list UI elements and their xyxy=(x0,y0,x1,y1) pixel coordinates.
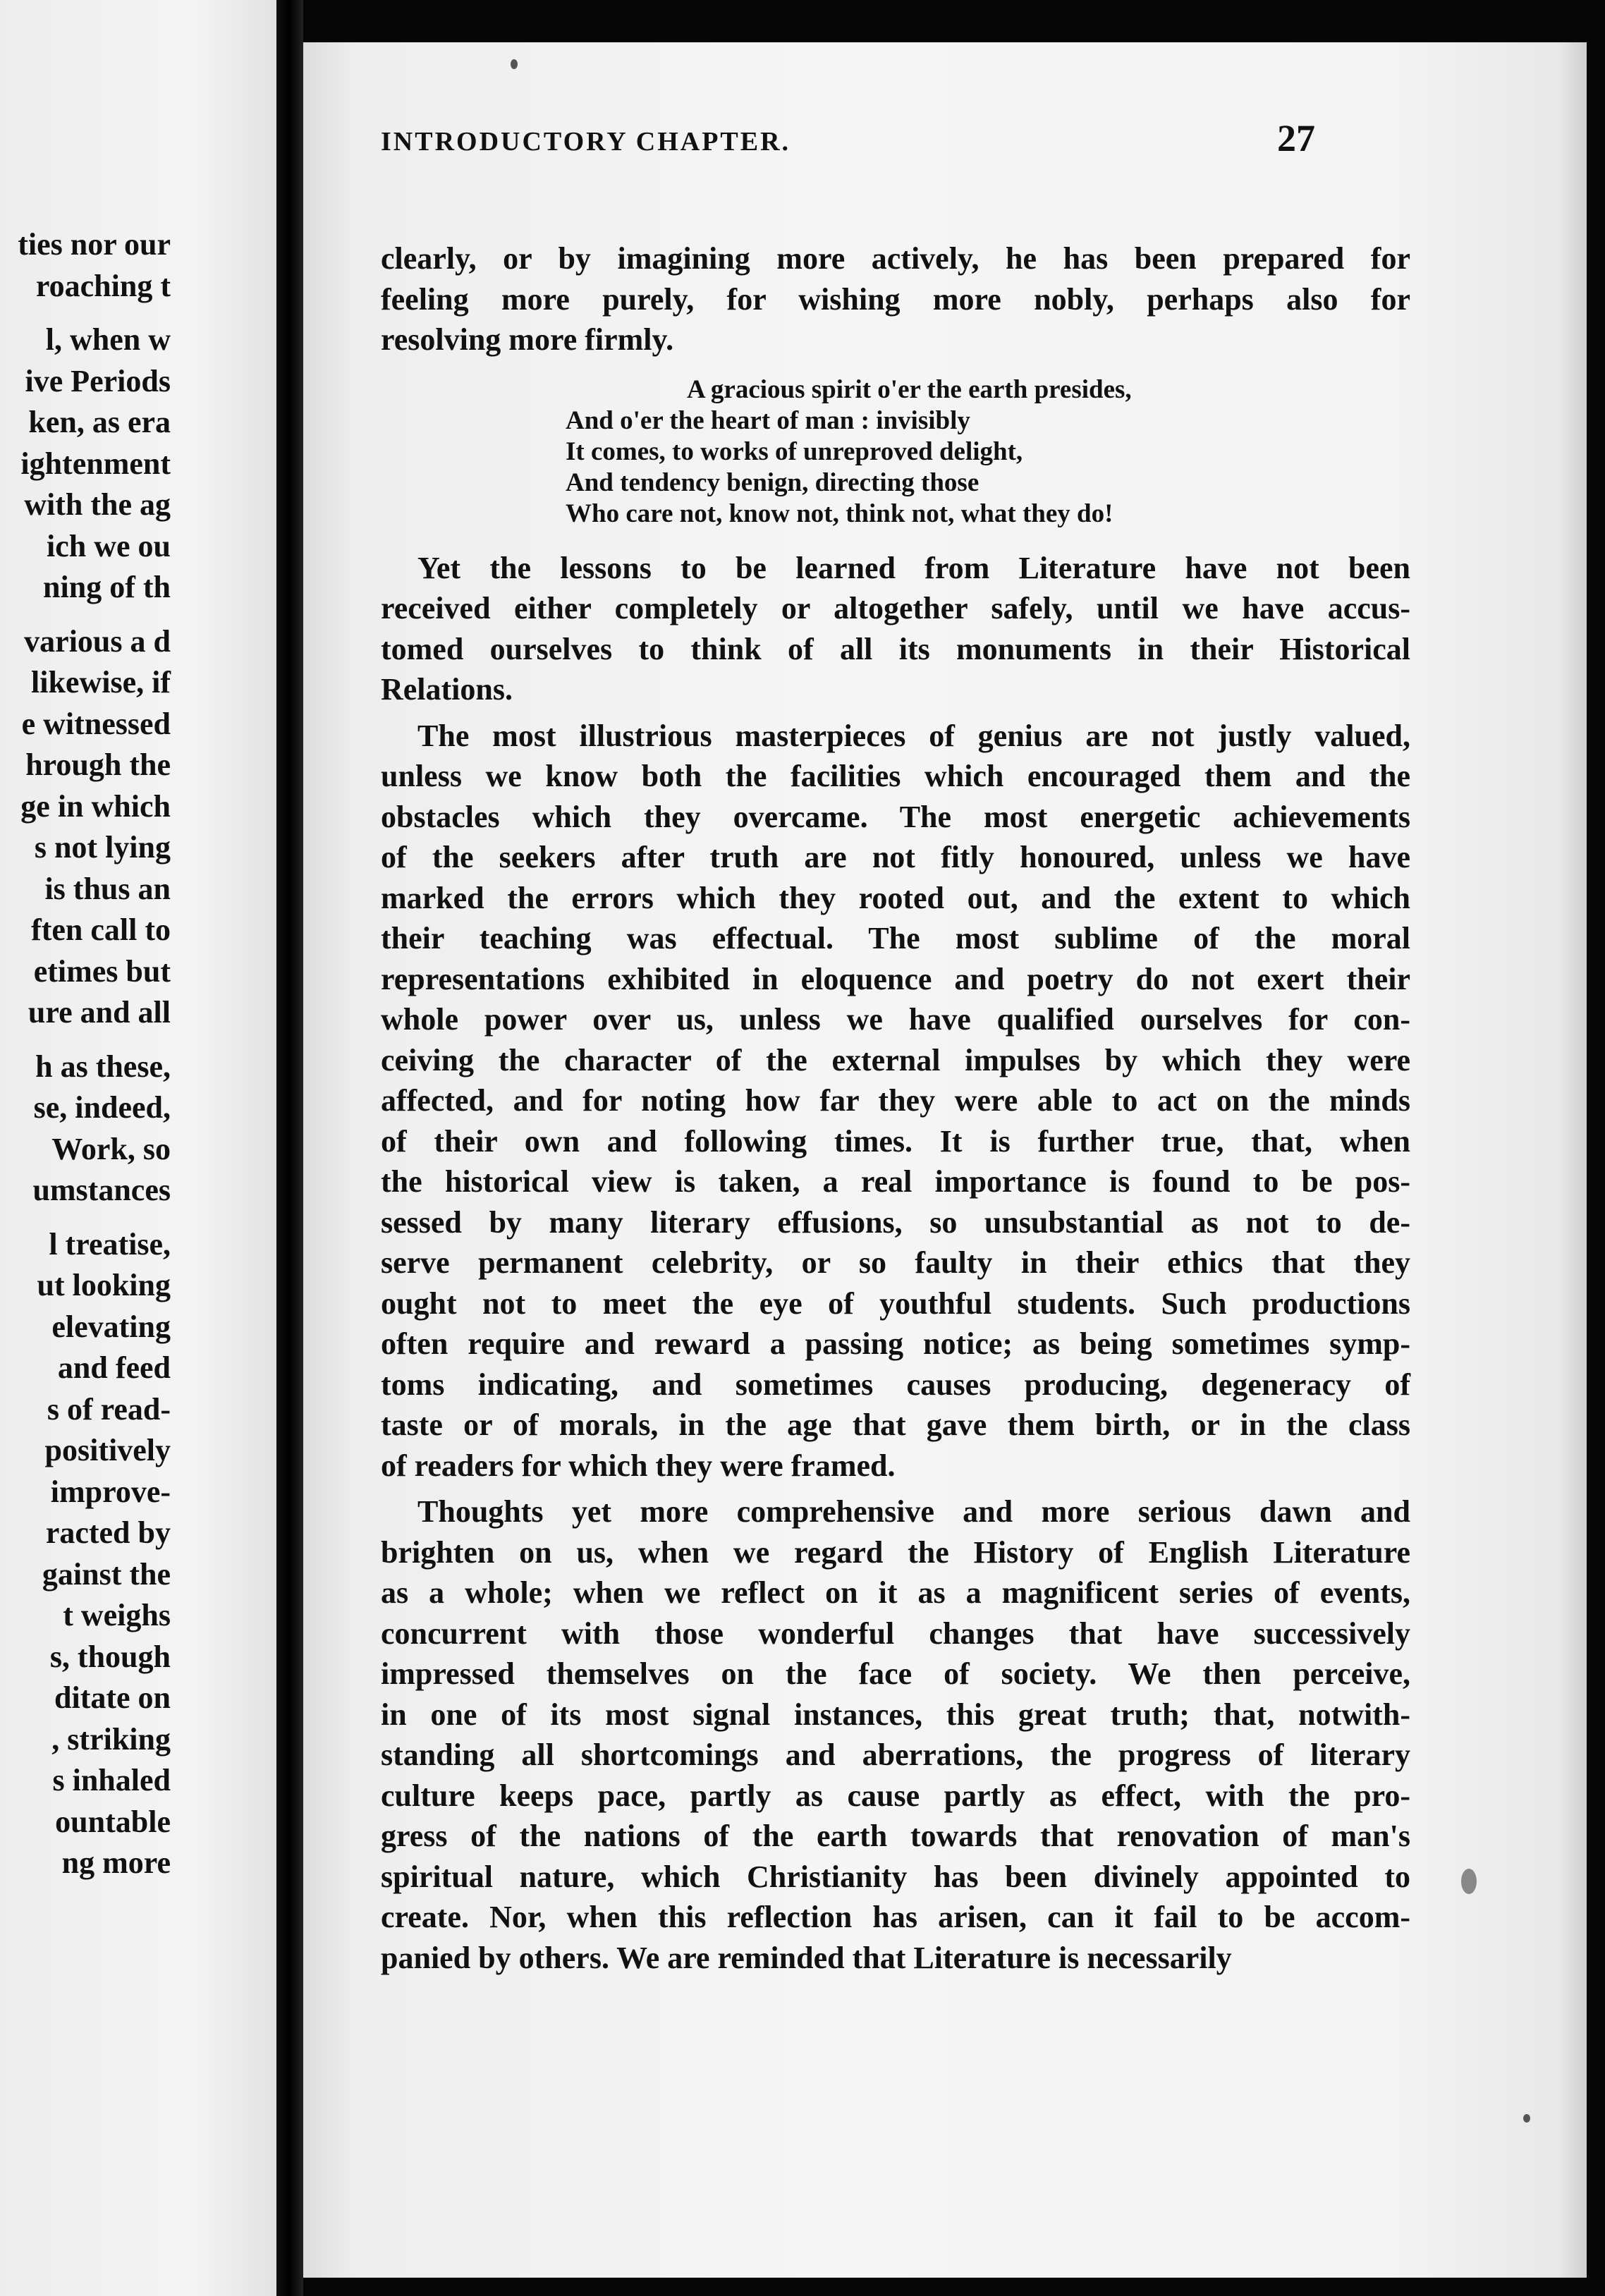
left-page-line: ge in which xyxy=(20,788,171,824)
left-page-line: ightenment xyxy=(20,446,171,481)
left-page-line xyxy=(0,1211,171,1224)
text-line: in one of its most signal instances, this great truth; that, notwith- xyxy=(381,1697,1410,1732)
left-page-line: s, though xyxy=(49,1639,171,1674)
text-line: sessed by many literary effusions, so unsubstantial as not to de- xyxy=(381,1204,1410,1240)
left-page-line: t weighs xyxy=(63,1598,171,1632)
text-line: affected, and for noting how far they were able to act on the minds xyxy=(381,1083,1410,1118)
left-page-line: racted by xyxy=(45,1515,171,1550)
left-page-line: ditate on xyxy=(54,1680,171,1715)
running-head xyxy=(381,116,1424,166)
text-line: clearly, or by imagining more actively, he has been prepared for xyxy=(381,241,1410,276)
text-line: ceiving the character of the external impulses by which they were xyxy=(381,1042,1410,1077)
left-page-line: likewise, if xyxy=(31,665,171,700)
text-line: gress of the nations of the earth towards that renovation of man's xyxy=(381,1819,1410,1853)
paragraph xyxy=(381,716,1410,1486)
text-line: taste or of morals, in the age that gave them birth, or in the class xyxy=(381,1407,1410,1442)
left-page-line: s not lying xyxy=(34,830,171,865)
left-page-line: l, when w xyxy=(45,322,171,357)
text-line: obstacles which they overcame. The most energetic achievements xyxy=(381,799,1410,834)
text-line: concurrent with those wonderful changes that have successively xyxy=(381,1616,1410,1651)
left-page-line: various a d xyxy=(24,623,171,659)
text-line: tomed ourselves to think of all its monuments in their Historical xyxy=(381,631,1410,666)
left-page-line: gainst the xyxy=(42,1556,171,1592)
text-line: spiritual nature, which Christianity has been divinely appointed to xyxy=(381,1859,1410,1894)
scan-speck xyxy=(511,59,518,69)
text-line: toms indicating, and sometimes causes producing, degeneracy of xyxy=(381,1367,1410,1402)
left-page-line: ties nor our xyxy=(18,227,171,262)
left-page-line: elevating xyxy=(51,1309,171,1344)
text-line: representations exhibited in eloquence and poetry do not exert their xyxy=(381,961,1410,996)
text-line: impressed themselves on the face of society. We then perceive, xyxy=(381,1656,1410,1691)
text-line: whole power over us, unless we have qualified ourselves for con- xyxy=(381,1002,1410,1037)
left-page-line: etimes but xyxy=(33,953,171,989)
text-line: the historical view is taken, a real importance is found to be pos- xyxy=(381,1164,1410,1199)
text-line: unless we know both the facilities which encouraged them and the xyxy=(381,759,1410,793)
paragraph xyxy=(381,1491,1410,1978)
left-page-line xyxy=(0,307,171,319)
left-page-line: ountable xyxy=(55,1804,171,1839)
left-page-line: improve- xyxy=(50,1474,171,1509)
verse-line: It comes, to works of unreproved delight, xyxy=(566,436,1023,466)
left-page-line: e witnessed xyxy=(21,706,171,741)
page-edge xyxy=(1558,42,1587,2278)
text-line: of the seekers after truth are not fitly honoured, unless we have xyxy=(381,840,1410,874)
verse-line: And tendency benign, directing those xyxy=(566,468,980,497)
text-line: their teaching was effectual. The most sublime of the moral xyxy=(381,921,1410,955)
body-paragraphs xyxy=(381,548,1410,1979)
verse-line: And o'er the heart of man : invisibly xyxy=(566,405,970,435)
left-page-line: se, indeed, xyxy=(33,1090,171,1125)
left-page-line: with the ag xyxy=(24,487,171,522)
main-text xyxy=(381,238,1410,1978)
verse-line: Who care not, know not, think not, what they do! xyxy=(566,499,1113,528)
left-page-line: Work, so xyxy=(51,1131,171,1166)
text-line: received either completely or altogether safely, until we have accus- xyxy=(381,591,1410,625)
scan-speck xyxy=(1461,1869,1477,1894)
paragraph-opening xyxy=(381,238,1410,360)
left-page-line: positively xyxy=(44,1433,171,1467)
verse-line: A gracious spirit o'er the earth presides, xyxy=(687,374,1132,404)
text-line: Thoughts yet more comprehensive and more serious dawn and xyxy=(417,1494,1410,1529)
text-line: standing all shortcomings and aberrations, the progress of literary xyxy=(381,1738,1410,1772)
left-page-line: ften call to xyxy=(31,912,171,947)
left-page-line: ng more xyxy=(61,1845,171,1880)
text-line: culture keeps pace, partly as cause partly as effect, with the pro- xyxy=(381,1778,1410,1813)
text-line: of their own and following times. It is further true, that, when xyxy=(381,1123,1410,1159)
scan-speck xyxy=(1523,2114,1530,2123)
text-line: serve permanent celebrity, or so faulty in their ethics that they xyxy=(381,1245,1410,1280)
left-page-line: l treatise, xyxy=(49,1226,171,1262)
left-page-line: ken, as era xyxy=(28,405,171,439)
text-line: of readers for which they were framed. xyxy=(381,1448,896,1483)
text-line: marked the errors which they rooted out, and the extent to which xyxy=(381,880,1410,915)
text-line: Relations. xyxy=(381,672,513,707)
paragraph-gap xyxy=(381,710,1410,716)
book-gutter xyxy=(276,0,303,2296)
left-page-line xyxy=(0,609,171,621)
left-page-line: ning of th xyxy=(43,570,171,604)
left-page-line: and feed xyxy=(57,1350,171,1385)
left-page-text xyxy=(0,224,171,1884)
text-line: as a whole; when we reflect on it as a magnificent series of events, xyxy=(381,1575,1410,1610)
text-line: create. Nor, when this reflection has arisen, can it fail to be accom- xyxy=(381,1900,1410,1934)
left-page-line: s of read- xyxy=(47,1391,171,1427)
text-line: brighten on us, when we regard the History of English Literature xyxy=(381,1534,1410,1570)
left-page-line: ure and all xyxy=(28,995,171,1030)
text-line: ought not to meet the eye of youthful students. Such productions xyxy=(381,1286,1410,1321)
left-page-line: , striking xyxy=(51,1721,171,1757)
left-page-line: roaching t xyxy=(35,268,171,303)
text-line: Yet the lessons to be learned from Literature have not been xyxy=(417,550,1410,585)
verse-quotation xyxy=(381,374,1410,530)
page-number: 27 xyxy=(1277,117,1315,159)
left-page-line: s inhaled xyxy=(52,1763,171,1797)
left-page-line: ich we ou xyxy=(47,528,171,563)
left-page-line xyxy=(0,1034,171,1046)
left-page-line: hrough the xyxy=(25,747,171,782)
text-line: feeling more purely, for wishing more nobly, perhaps also for xyxy=(381,281,1410,317)
left-page-line: h as these, xyxy=(35,1049,171,1084)
left-page-line: ive Periods xyxy=(25,363,171,398)
left-page-line: is thus an xyxy=(44,871,171,906)
text-line: often require and reward a passing notice; as being sometimes symp- xyxy=(381,1326,1410,1361)
left-page-line: ut looking xyxy=(37,1268,171,1302)
paragraph xyxy=(381,548,1410,710)
text-line: The most illustrious masterpieces of genius are not justly valued, xyxy=(417,718,1410,753)
left-page-line: umstances xyxy=(32,1173,171,1207)
text-line: panied by others. We are reminded that Literature is necessarily xyxy=(381,1940,1232,1975)
left-facing-page xyxy=(0,0,276,2296)
text-line: resolving more firmly. xyxy=(381,322,674,357)
paragraph-gap xyxy=(381,1486,1410,1491)
running-title: INTRODUCTORY CHAPTER. xyxy=(381,127,791,157)
